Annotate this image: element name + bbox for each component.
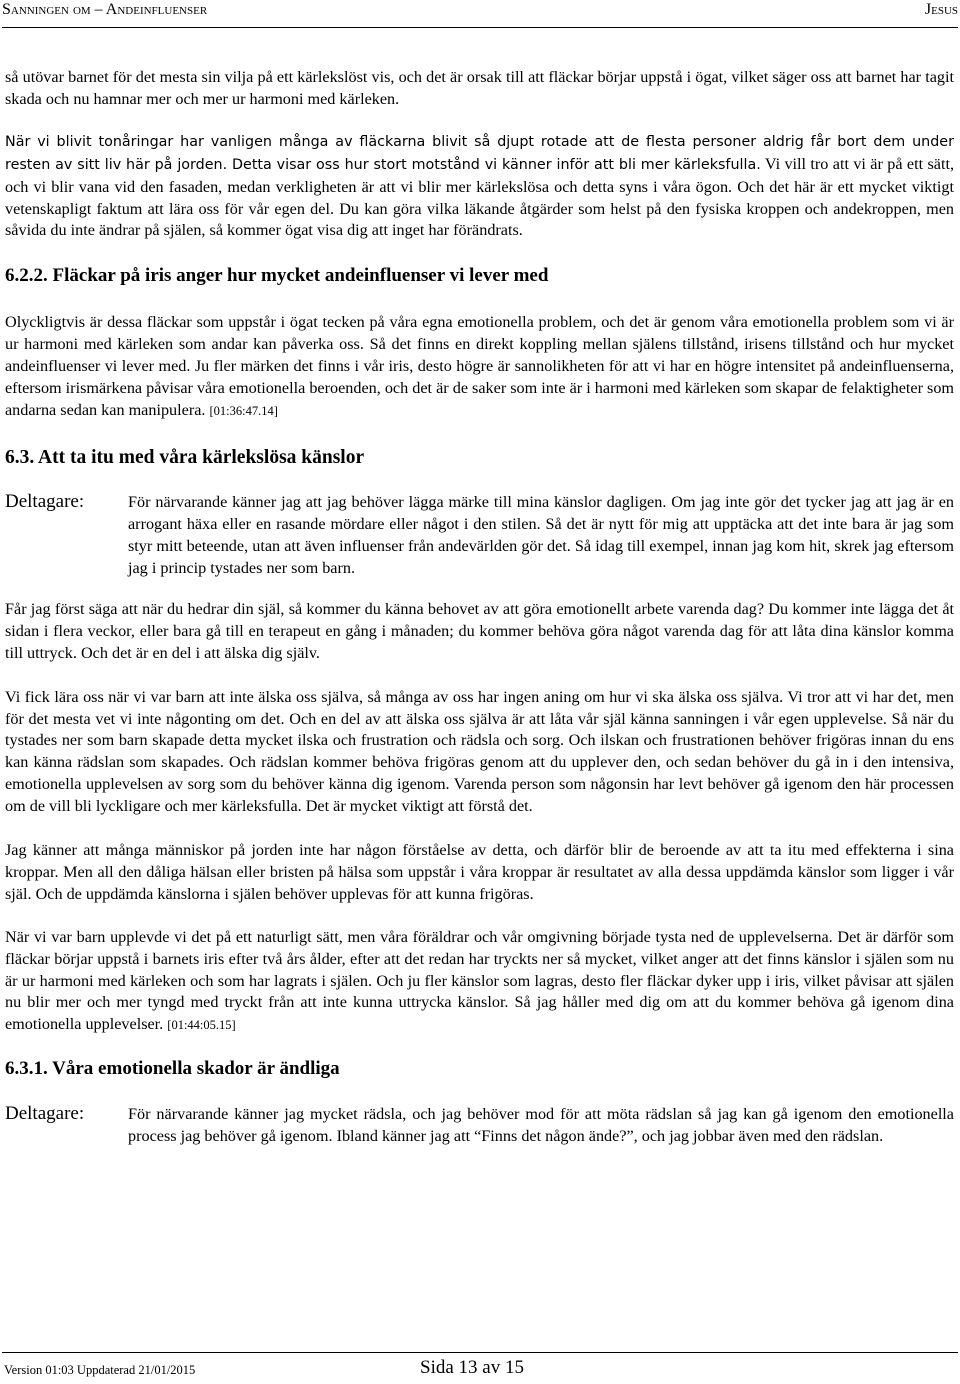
paragraph-serif-part: Vi vill tro att vi är på ett sätt, och vi blir vana vid den fasaden, medan verkligheten är att vi blir mer kärlekslösa och detta syns i våra ögon. Och det här är ett mycket viktigt vetenskapligt faktum att lära oss för vår egen del. Du kan göra vilka läkande åtgärder som helst på den fysiska kroppen och andekroppen, men såvida du inte ändrar på själen, så kommer ögat visa dig att inget har förändrats. bbox=[5, 154, 954, 240]
page-footer bbox=[4, 1357, 956, 1381]
paragraph bbox=[5, 927, 954, 1038]
timestamp: [01:44:05.15] bbox=[167, 1018, 236, 1033]
paragraph-text: Olyckligtvis är dessa fläckar som uppstår i ögat tecken på våra egna emotionella problem, och det är genom våra emotionella problem som vi är ur harmoni med kärleken som andar kan påverka oss. Så det finns en direkt koppling mellan själens tillstånd, irisens tillstånd och hur mycket andeinfluenser vi lever med. Ju fler märken det finns i vår iris, desto högre är sannolikheten för att vi har en högre intensitet på andeinfluenserna, eftersom irismärkena påvisar våra emotionella beroenden, och det är de saker som inte är i harmoni med kärleken som skapar de felaktigheter som andarna sedan kan manipulera. bbox=[5, 313, 954, 419]
footer-rule bbox=[2, 1352, 958, 1353]
paragraph bbox=[5, 131, 954, 243]
page-number: Sida 13 av 15 bbox=[420, 1357, 524, 1378]
paragraph-sans-part: När vi blivit tonåringar har vanligen många av fläckarna blivit så djupt rotade att de flesta personer aldrig får bort dem under resten av sitt liv här på jorden. Detta visar oss hur stort motstånd vi känner inför att bli mer kärleksfulla. bbox=[5, 133, 954, 173]
paragraph: så utövar barnet för det mesta sin vilja på ett kärlekslöst vis, och det är orsak till att fläckar börjar uppstå i ögat, vilket säger oss att barnet har tagit skada och nu hamnar mer och mer ur harmoni med kärleken. bbox=[5, 68, 954, 108]
section-heading: 6.3.1. Våra emotionella skador är ändliga bbox=[5, 1058, 340, 1080]
quote-text: För närvarande känner jag mycket rädsla, och jag behöver mod för att möta rädslan så jag kan gå igenom den emotionella process jag behöver gå igenom. Ibland känner jag att “Finns det någon ände?”, och jag jobbar även med den rädslan. bbox=[128, 1105, 954, 1146]
page-content bbox=[5, 67, 954, 1147]
speaker-label: Deltagare: bbox=[5, 490, 85, 512]
paragraph-text: När vi var barn upplevde vi det på ett naturligt sätt, men våra föräldrar och vår omgivning började tysta ned de upplevelserna. Det är därför som fläckar börjar uppstå i barnets iris efter två års ålder, efter att det redan har tryckts ner så mycket, vilket anger att det finns känslor i själen som nu är ur harmoni med kärleken och som har lagrats i själen. Och ju fler känslor som lagras, desto fler fläckar dyker upp i iris, vilket påvisar att själen nu blir mer och mer tyngd med tryckt från att inte kunna uttrycka känslor. Så jag håller med dig om att du kommer behöva gå igenom dina emotionella upplevelser. bbox=[5, 927, 954, 1034]
section-heading: 6.2.2. Fläckar på iris anger hur mycket andeinfluenser vi lever med bbox=[5, 265, 549, 287]
running-header bbox=[2, 0, 958, 20]
section-heading: 6.3. Att ta itu med våra kärlekslösa känslor bbox=[5, 446, 365, 468]
paragraph: Får jag först säga att när du hedrar din själ, så kommer du känna behovet av att göra emotionellt arbete varenda dag? Du kommer inte lägga det åt sidan i flera veckor, eller bara gå till en terapeut en gång i månaden; du kommer behöva göra något varenda dag för att låta dina känslor komma till uttryck. Och det är en del i att älska dig själv. bbox=[5, 599, 954, 662]
header-rule bbox=[2, 27, 958, 28]
version-info: Version 01:03 Uppdaterad 21/01/2015 bbox=[4, 1363, 196, 1377]
timestamp: [01:36:47.14] bbox=[209, 403, 278, 418]
paragraph: Jag känner att många människor på jorden inte har någon förståelse av detta, och därför blir de beroende av att ta itu med effekterna i sina kroppar. Men all den dåliga hälsan eller bristen på hälsa som uppstår i våra kroppar är resultatet av alla dessa uppdämda känslor som ligger i vår själ. Och de uppdämda känslorna i själen behöver upplevas för att kunna frigöras. bbox=[5, 841, 954, 903]
participant-quote bbox=[5, 1103, 954, 1147]
paragraph bbox=[5, 312, 954, 423]
header-section: Jesus bbox=[924, 1, 958, 18]
header-title: Sanningen om – Andeinfluenser bbox=[2, 1, 208, 18]
paragraph: Vi fick lära oss när vi var barn att inte älska oss själva, så många av oss har ingen aning om hur vi ska älska oss själva. Vi tror att vi har det, men för det mesta vet vi inte någonting om det. Och en del av att älska oss själva är att låta vår själ känna sanningen i vår egen upplevelse. Så när du tystades ner som barn skapade detta mycket ilska och frustration och rädsla och sorg. Och ilskan och frustrationen behöver frigöras innan du ens kan känna rädslan som skapades. Och rädslan kommer behöva frigöras genom att du upplever den, och sedan behöver du gå in i den intensiva, emotionella upplevelsen av sorg som du behöver känna dig igenom. Varenda person som någonsin har levt behöver gå igenom den här processen om de vill bli lyckligare och mer kärleksfulla. Det är mycket viktigt att förstå det. bbox=[5, 687, 954, 816]
speaker-label: Deltagare: bbox=[5, 1103, 85, 1125]
participant-quote bbox=[5, 491, 954, 579]
quote-text: För närvarande känner jag att jag behöver lägga märke till mina känslor dagligen. Om jag inte gör det tycker jag att jag är en arrogant häxa eller en rasande mördare eller något i den stilen. Så det är nytt för mig att upptäcka att det inte bara är jag som styr mitt beteende, utan att även influenser från andevärlden gör det. Så idag till exempel, innan jag kom hit, skrek jag eftersom jag i princip tystades ner som barn. bbox=[128, 492, 954, 577]
